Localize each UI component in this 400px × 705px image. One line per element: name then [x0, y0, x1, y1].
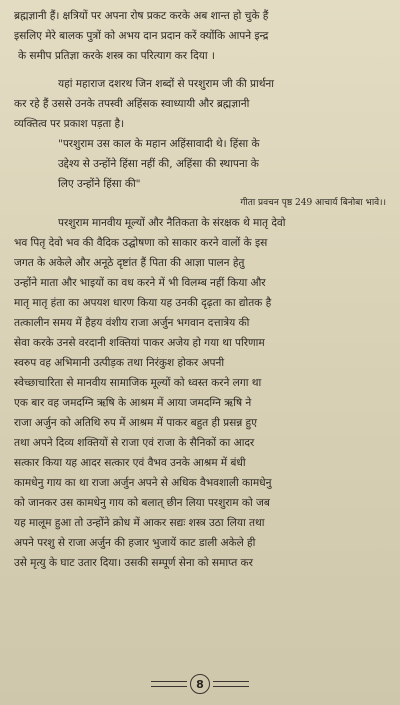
quote-line: "परशुराम उस काल के महान अहिंसावादी थे। हिंसा के [58, 138, 260, 150]
text-line: व्यक्तित्व पर प्रकाश पड़ता है। [14, 118, 125, 130]
text-line: मातृ मातृ हंता का अपयश धारण किया यह उनकी दृढ़ता का द्योतक है [14, 297, 272, 309]
text-line: एक बार वह जमदग्नि ऋषि के आश्रम में आया जमदग्नि ऋषि ने [14, 397, 252, 409]
paragraph-1 [14, 6, 390, 66]
quote-citation: गीता प्रवचन पृष्ठ 249 आचार्य बिनोबा भावे।। [240, 198, 386, 208]
text-line: तत्कालीन समय में हैहय वंशीय राजा अर्जुन भगवान दत्तात्रेय की [14, 317, 250, 329]
quote-line: उद्देश्य से उन्होंने हिंसा नहीं की, अहिंसा की स्थापना के [58, 158, 259, 170]
page-number: 8 [190, 674, 210, 694]
text-line: यह मालूम हुआ तो उन्होंने क्रोध में आकर सद्यः शस्त्र उठा लिया तथा [14, 517, 265, 529]
text-line: कामधेनु गाय का था राजा अर्जुन अपने से अधिक वैभवशाली कामधेनु [14, 477, 272, 489]
footer-ornament-right [213, 681, 249, 687]
text-line: परशुराम मानवीय मूल्यों और नैतिकता के संरक्षक थे मातृ देवो [58, 217, 286, 229]
text-line: स्वेच्छाचारिता से मानवीय सामाजिक मूल्यों को ध्वस्त करने लगा था [14, 377, 262, 389]
text-line: सेवा करके उनसे वरदानी शक्तियां पाकर अजेय हो गया था परिणाम [14, 337, 265, 349]
text-line: उसे मृत्यु के घाट उतार दिया। उसकी सम्पूर्ण सेना को समाप्त कर [14, 557, 253, 569]
text-line: को जानकर उस कामधेनु गाय को बलात् छीन लिया परशुराम को जब [14, 497, 270, 509]
text-line: जगत के अकेले और अनूठे दृष्टांत हैं पिता की आज्ञा पालन हेतु [14, 257, 245, 269]
text-line: इसलिए मेरे बालक पुत्रों को अभय दान प्रदान करें क्योंकि आपने इन्द्र [14, 30, 269, 42]
text-line: के समीप प्रतिज्ञा करके शस्त्र का परित्याग कर दिया । [18, 50, 215, 62]
quote-line: लिए उन्होंने हिंसा की" [58, 178, 141, 190]
paragraph-3 [14, 213, 390, 573]
text-line: कर रहे हैं उससे उनके तपस्वी अहिंसक स्वाध्यायी और ब्रह्मज्ञानी [14, 98, 250, 110]
text-line: सत्कार किया यह आदर सत्कार एवं वैभव उनके आश्रम में बंधी [14, 457, 246, 469]
text-line: राजा अर्जुन को अतिथि रुप में आश्रम में पाकर बहुत ही प्रसन्न हुए [14, 417, 257, 429]
quote-block [14, 134, 390, 194]
text-line: अपने परशु से राजा अर्जुन की हजार भुजायें काट डाली अकेले ही [14, 537, 256, 549]
text-line: स्वरुप वह अभिमानी उत्पीड़क तथा निरंकुश होकर अपनी [14, 357, 225, 369]
text-line: उन्होंने माता और भाइयों का वध करने में भी विलम्ब नहीं किया और [14, 277, 266, 289]
text-line: भव पितृ देवो भव की वैदिक उद्घोषणा को साकार करने वालों के इस [14, 237, 268, 249]
page-footer [0, 672, 400, 696]
footer-ornament-left [151, 681, 187, 687]
text-line: तथा अपने दिव्य शक्तियों से राजा एवं राजा के सैनिकों का आदर [14, 437, 255, 449]
text-line: ब्रह्मज्ञानी हैं। क्षत्रियों पर अपना रोष प्रकट करके अब शान्त हो चुके हैं [14, 10, 269, 22]
paragraph-2 [14, 74, 390, 134]
text-line: यहां महाराज दशरथ जिन शब्दों से परशुराम जी की प्रार्थना [58, 78, 275, 90]
